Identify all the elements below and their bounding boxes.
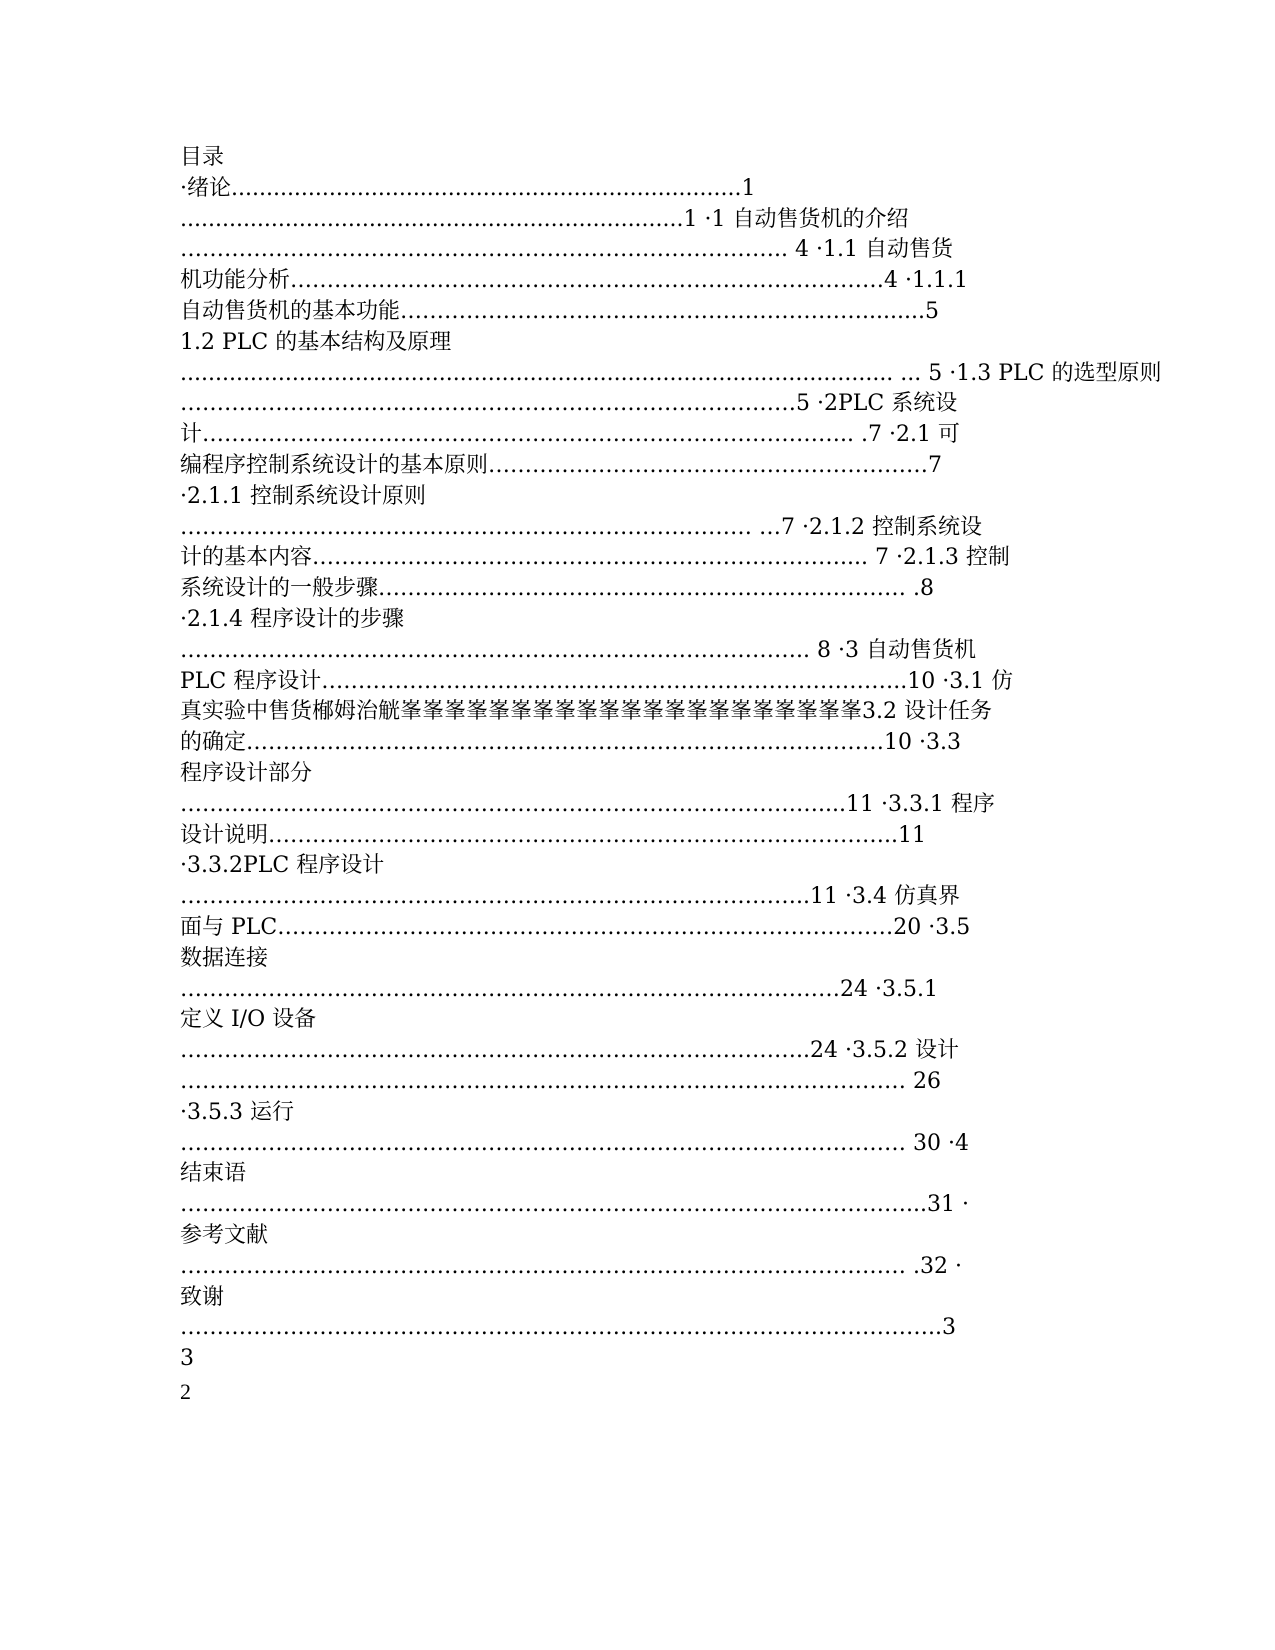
toc-line: 面与 PLC…………………………………………………………………………20 ·3.5 [180, 915, 971, 940]
toc-line: 的确定……………………………………………………………………………10 ·3.3 [180, 730, 961, 756]
toc-line: 参考文献 [180, 1223, 269, 1248]
page-number: 2 [180, 1379, 191, 1404]
toc-line: ...................................................................................................... ... 5 ·1.3 PLC 的选型原则 [180, 360, 1162, 386]
toc-line: ·3.3.2PLC 程序设计 [180, 853, 385, 879]
toc-line: 1.2 PLC 的基本结构及原理 [180, 329, 452, 355]
toc-line: ·2.1.4 程序设计的步骤 [180, 607, 404, 632]
toc-line: ·绪论.........................................................................1 [180, 175, 756, 201]
toc-line: 数据连接 [180, 945, 269, 971]
toc-line: …………………………………………………………………………5 ·2PLC 系统设 [180, 391, 958, 417]
toc-line: 编程序控制系统设计的基本原则……………………………………………………7 [180, 453, 942, 478]
toc-line: ………………………………………………………………………………………...31 · [180, 1192, 969, 1218]
toc-line: ……………………………………………………………………….. 4 ·1.1 自动售货 [180, 237, 953, 263]
toc-line: 结束语 [180, 1161, 247, 1187]
toc-line: ·3.5.3 运行 [180, 1099, 294, 1125]
toc-line: ……………………………………………………………………………………… .32 · [180, 1253, 962, 1279]
toc-title: 目录 [180, 145, 225, 170]
toc-line: 定义 I/O 设备 [180, 1007, 317, 1033]
toc-line: ………………………………………………………………………………24 ·3.5.1 [180, 976, 938, 1002]
toc-line: …………………………………………………………………………..24 ·3.5.2 设计 [180, 1038, 959, 1064]
toc-line: 计…………………………………………………………………………….. .7 ·2.1 可 [180, 422, 960, 448]
toc-line: PLC 程序设计……………………………………………………………………..10 ·3.1 仿 [180, 668, 1014, 694]
toc-line: ........................................................................1 ·1 自动售货机的介绍 [180, 206, 909, 232]
toc-line: ·2.1.1 控制系统设计原则 [180, 483, 426, 509]
toc-line: 致谢 [180, 1284, 225, 1310]
toc-line: 3 [180, 1346, 194, 1372]
toc-line: 计的基本内容……………………………………………………………….... 7 ·2.1.3 控制 [180, 545, 1010, 571]
toc-line: ……………………………………………………………………………………… 26 [180, 1069, 941, 1094]
toc-line: ………………………………………………………………………….. 8 ·3 自动售货机 [180, 637, 976, 663]
toc-line: 机功能分析………………………………………………………………………4 ·1.1.1 [180, 268, 968, 294]
toc-line: ……………………………………………………………………………………… 30 ·4 [180, 1130, 969, 1156]
toc-line: …………………………………………………………………………..11 ·3.4 仿真界 [180, 884, 960, 910]
toc-line: ……………………………………………………………………………....11 ·3.3.1 程序 [180, 791, 995, 817]
toc-line: 设计说明…………………………………………………………………………..11 [180, 822, 926, 848]
toc-line: 自动售货机的基本功能……………………………………………………….........5 [180, 299, 939, 324]
toc-line: 程序设计部分 [180, 761, 313, 786]
toc-line: …………………………………………………………………………………………..3 [180, 1315, 956, 1341]
toc-line: …………………………………………………………………… …7 ·2.1.2 控制系统设 [180, 514, 982, 540]
toc-line: 真实验中售货㮋姆治觥峯峯峯峯峯峯峯峯峯峯峯峯峯峯峯峯峯峯峯峯峯3.2 设计任务 [180, 699, 992, 725]
toc-line: 系统设计的一般步骤……………………………………………………………… .8 [180, 576, 934, 602]
